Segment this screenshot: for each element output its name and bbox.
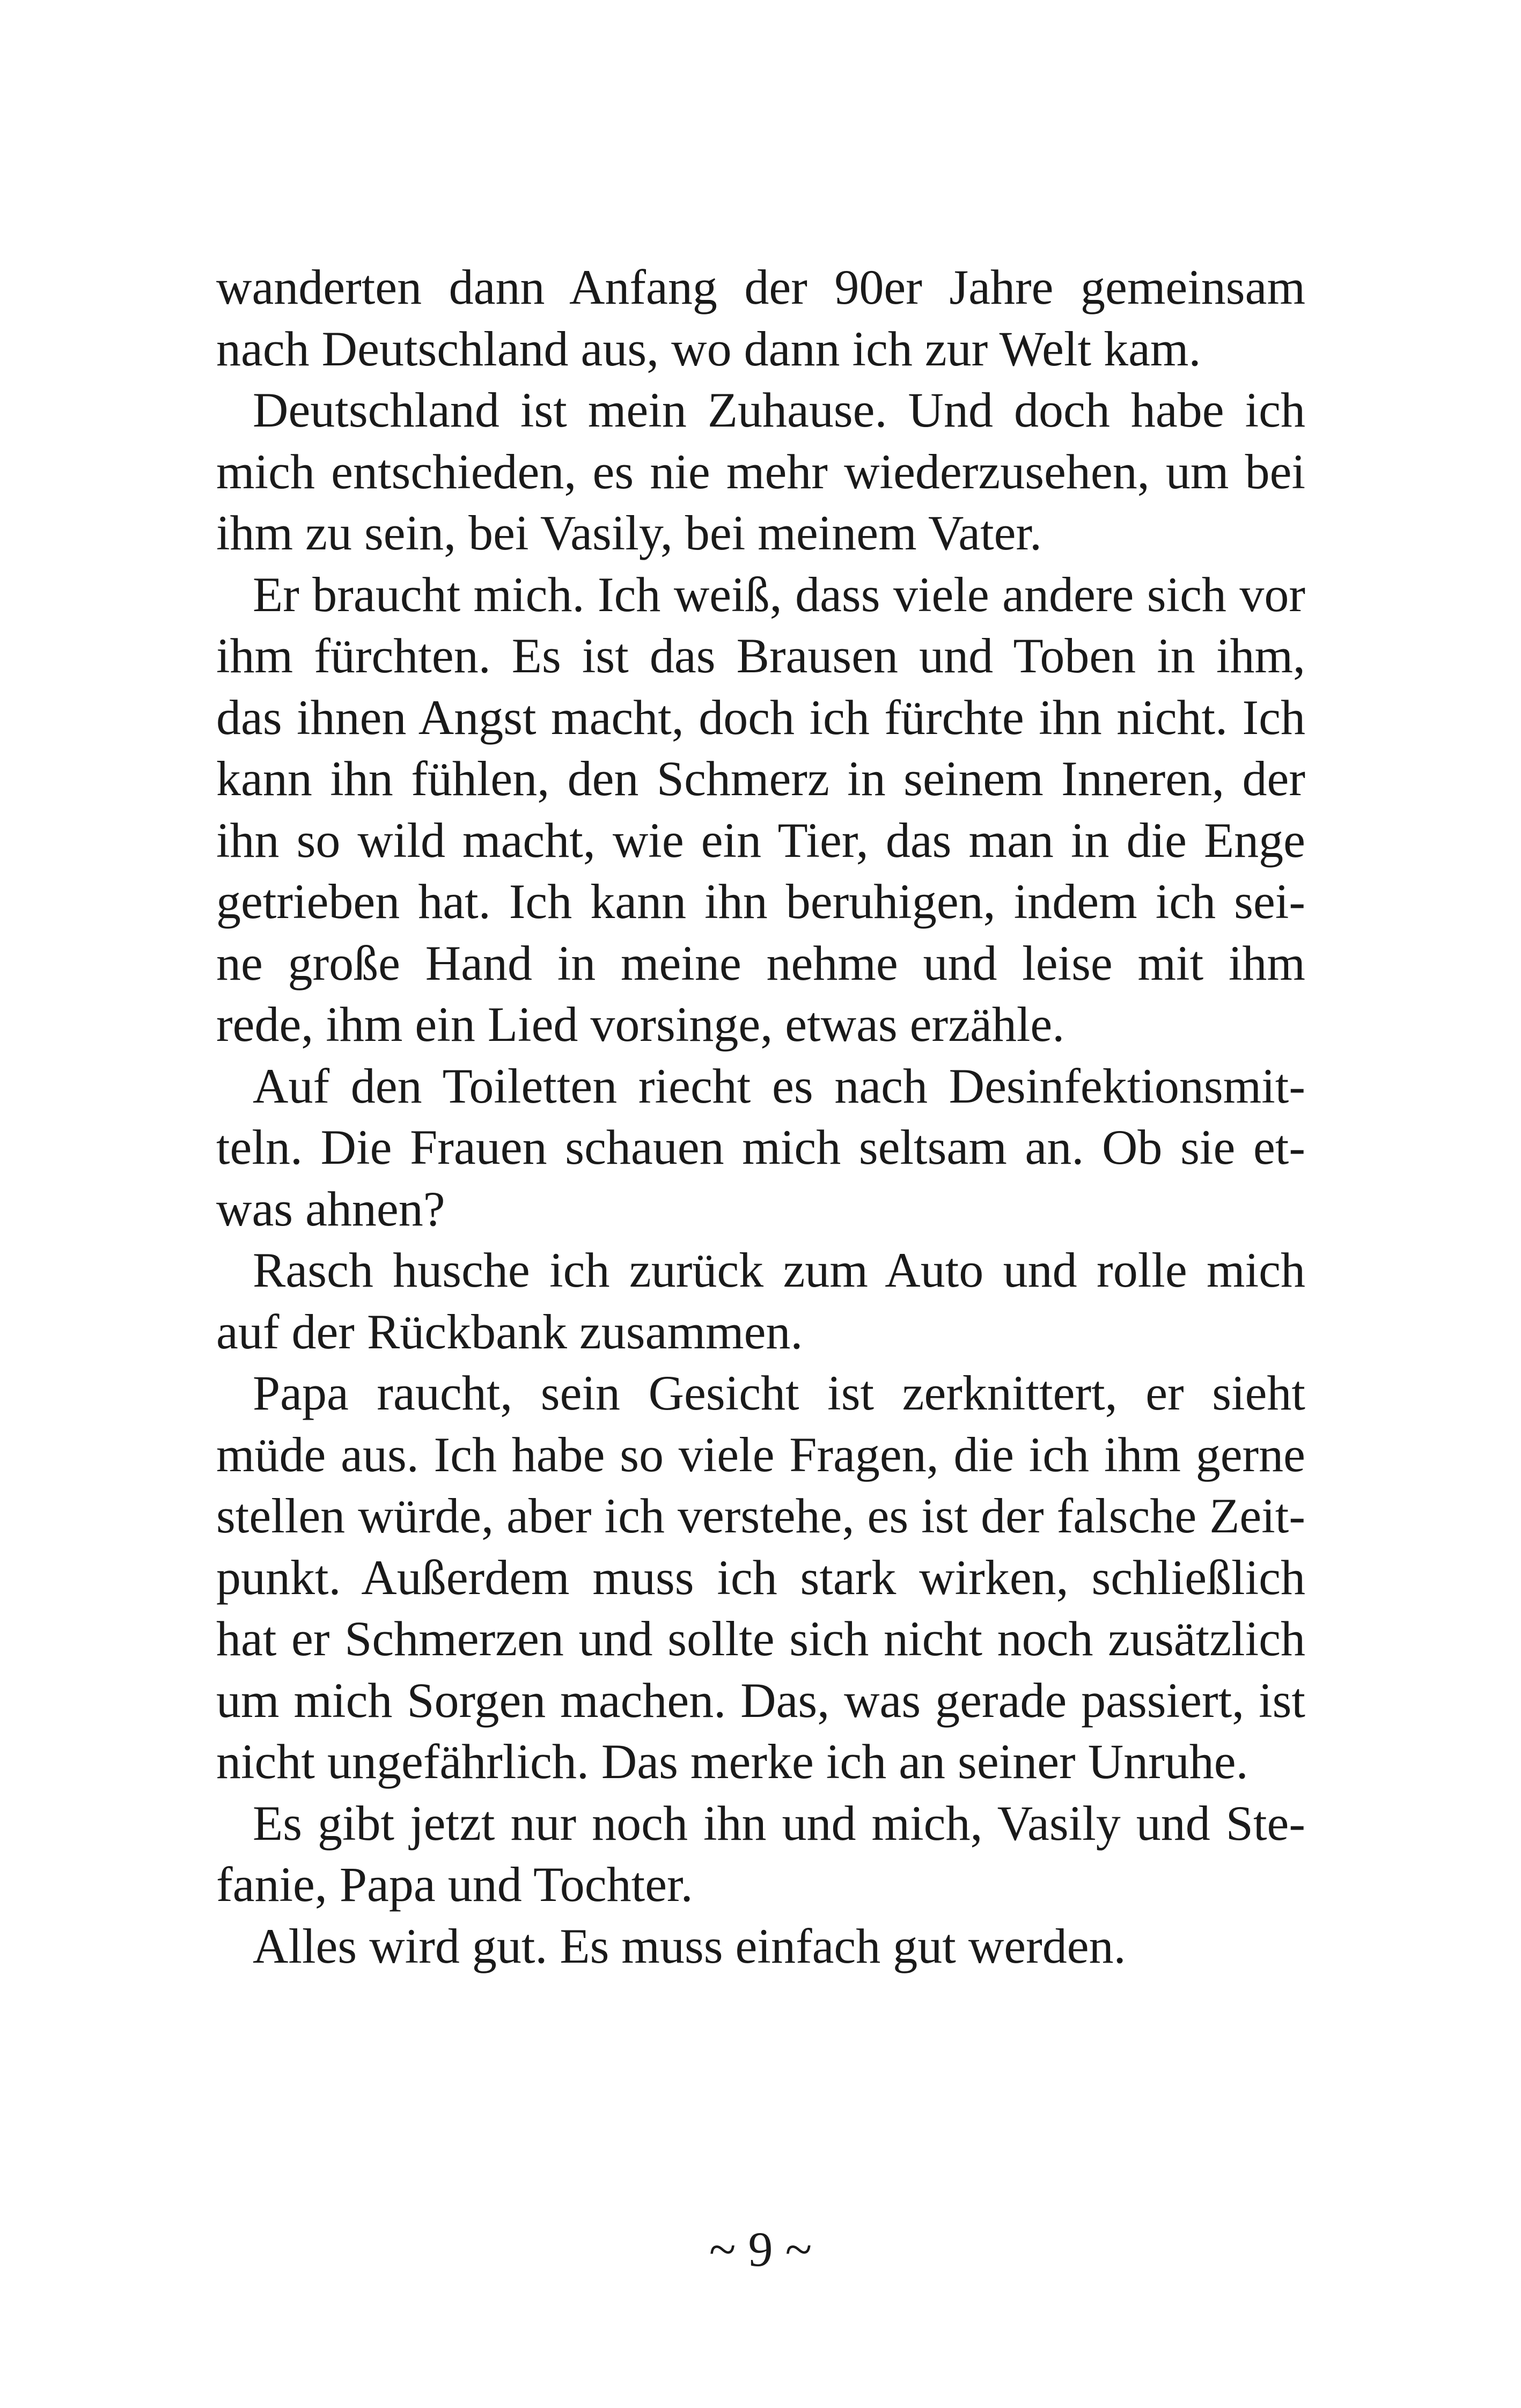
text-line: was ahnen? [216, 1181, 445, 1236]
text-line: Auf den Toiletten riecht es nach Desinfektionsmit- [253, 1058, 1305, 1113]
text-line: wanderten dann Anfang der 90er Jahre gemeinsam [216, 260, 1305, 314]
text-line: Rasch husche ich zurück zum Auto und rolle mich [253, 1243, 1305, 1297]
text-line: Er braucht mich. Ich weiß, dass viele andere sich vor [253, 567, 1305, 622]
text-line: Es gibt jetzt nur noch ihn und mich, Vasily und Ste- [253, 1795, 1305, 1851]
text-line: das ihnen Angst macht, doch ich fürchte ihn nicht. Ich [216, 689, 1305, 745]
text-line: stellen würde, aber ich verstehe, es ist der falsche Zeit- [216, 1488, 1305, 1543]
text-line: getrieben hat. Ich kann ihn beruhigen, indem ich sei- [216, 874, 1305, 929]
text-line: müde aus. Ich habe so viele Fragen, die ich ihm gerne [216, 1427, 1305, 1482]
text-line: ihm fürchten. Es ist das Brausen und Toben in ihm, [216, 628, 1305, 683]
text-line: um mich Sorgen machen. Das, was gerade passiert, ist [216, 1672, 1305, 1728]
text-line: Deutschland ist mein Zuhause. Und doch habe ich [253, 383, 1305, 437]
body-text [216, 256, 1305, 1977]
text-line: rede, ihm ein Lied vorsinge, etwas erzähle. [216, 997, 1065, 1052]
text-line: ne große Hand in meine nehme und leise mit ihm [216, 935, 1305, 990]
text-line: nicht ungefährlich. Das merke ich an seiner Unruhe. [216, 1734, 1248, 1789]
text-line: Alles wird gut. Es muss einfach gut werden. [253, 1918, 1126, 1973]
text-line: fanie, Papa und Tochter. [216, 1857, 693, 1912]
text-line: Papa raucht, sein Gesicht ist zerknittert, er sieht [253, 1365, 1305, 1420]
text-line: ihn so wild macht, wie ein Tier, das man in die Enge [216, 812, 1305, 868]
text-line: ihm zu sein, bei Vasily, bei meinem Vater. [216, 505, 1042, 560]
text-line: mich entschieden, es nie mehr wiederzusehen, um bei [216, 444, 1305, 499]
text-line: kann ihn fühlen, den Schmerz in seinem Inneren, der [216, 751, 1305, 806]
text-line: punkt. Außerdem muss ich stark wirken, schließlich [216, 1550, 1305, 1605]
page-number: ~ 9 ~ [709, 2222, 812, 2277]
text-line: teln. Die Frauen schauen mich seltsam an. Ob sie et- [216, 1120, 1305, 1174]
text-line: hat er Schmerzen und sollte sich nicht noch zusätzlich [216, 1611, 1305, 1666]
text-line: nach Deutschland aus, wo dann ich zur Welt kam. [216, 321, 1201, 376]
text-line: auf der Rückbank zusammen. [216, 1304, 803, 1359]
